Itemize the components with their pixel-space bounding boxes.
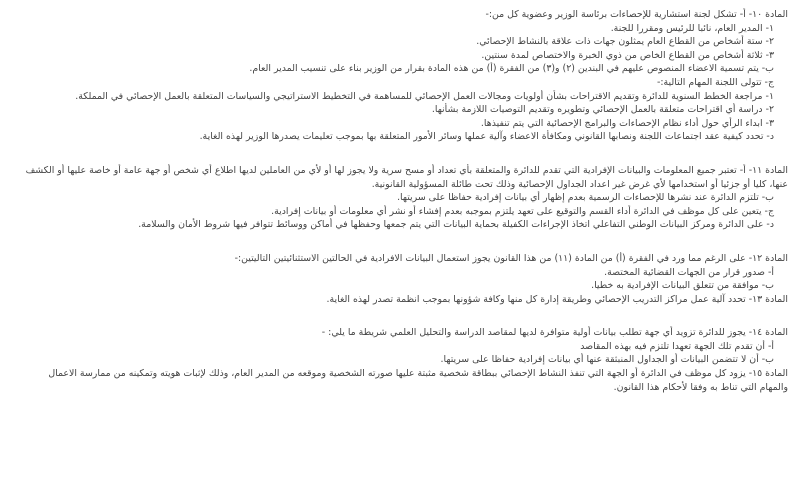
article-heading-line: المادة ١١- أ- تعتبر جميع المعلومات والبيانات الإفرادية التي تقدم للدائرة والمتعلقة بأي تعداد أو مسح سرية ولا يجوز لها أو لأي من العاملين لديها اطلاع أي شخص أو جهة عامة أو خاصة عليها أو الكشف [25, 164, 788, 176]
article-line: ج- يتعين على كل موظف في الدائرة أداء القسم والتوقيع على تعهد يلتزم بموجبه بعدم إفشاء أو نشر أي معلومات أو بيانات إفرادية. [271, 205, 774, 217]
article-line: ٢- ستة أشخاص من القطاع العام يمثلون جهات ذات علاقة بالنشاط الإحصائي. [476, 36, 774, 48]
article-line: ج- تتولى اللجنة المهام التالية:- [656, 76, 774, 88]
article-line: والمهام التي تناط به وفقا لأحكام هذا القانون. [613, 381, 788, 393]
article-line: ٢- دراسة أي اقتراحات متعلقة بالعمل الإحصائي وتطويره وتقديم التوصيات اللازمة بشأنها. [431, 104, 774, 116]
article-line: المادة ١٥- يزود كل موظف في الدائرة أو الجهة التي تنفذ النشاط الإحصائي ببطاقة شخصية مثبتة عليها صورته الشخصية وموقعه من المدير العام، وذلك لإثبات هويته وتمكينه من ممارسة الاعمال [48, 368, 788, 380]
article-line: ٣- ثلاثة أشخاص من القطاع الخاص من ذوي الخبرة والاختصاص لمدة سنتين. [481, 49, 774, 61]
article-line: أ- صدور قرار من الجهات القضائية المختصة. [604, 266, 774, 278]
article-line: ١- المدير العام، نائبا للرئيس ومقررا للجنة. [610, 22, 774, 34]
article-section [14, 326, 788, 394]
article-line: ٣- ابداء الرأي حول أداء نظام الإحصاءات والبرامج الإحصائية التي يتم تنفيذها. [480, 117, 774, 129]
article-heading-line: المادة ١٠- أ- تشكل لجنة استشارية للإحصاءات برئاسة الوزير وعضوية كل من:- [485, 9, 788, 20]
article-heading-line: المادة ١٢- على الرغم مما ورد في الفقرة (أ) من المادة (١١) من هذا القانون يجوز استعمال البيانات الافرادية في الحالتين الاستثنائيتين التاليتين:- [234, 252, 788, 264]
article-line: د- تحدد كيفية عقد اجتماعات اللجنة ونصابها القانوني ومكافأة الاعضاء وآلية عملها وسائر الأمور المتعلقة بها بموجب تعليمات يصدرها الوزير لهذه الغاية. [199, 131, 774, 143]
article-spacer [14, 144, 788, 164]
article-line: ١- مراجعة الخطط السنوية للدائرة وتقديم الاقتراحات بشأن أولويات ومجالات العمل الإحصائي للمساهمة في التخطيط الاستراتيجي والسياسات المتعلقة بالعمل الإحصائي في المملكة. [75, 90, 774, 102]
article-section [14, 164, 788, 232]
article-spacer [14, 306, 788, 326]
article-line: ب- موافقة من تتعلق البيانات الإفرادية به خطيا. [591, 280, 774, 292]
article-line: أ- أن تقدم تلك الجهة تعهدا تلتزم فيه بهذه المقاصد [580, 340, 774, 352]
article-line: ب- يتم تسمية الاعضاء المنصوص عليهم في البندين (٢) و(٣) من الفقرة (أ) من هذه المادة بقرار من الوزير بناء على تنسيب المدير العام. [249, 63, 774, 75]
article-line: ب- تلتزم الدائرة عند نشرها للإحصاءات الرسمية بعدم إظهار أي بيانات إفرادية حفاظا على سريتها. [397, 192, 774, 204]
article-section [14, 8, 788, 144]
article-heading-line: المادة ١٤- يجوز للدائرة تزويد أي جهة تطلب بيانات أولية متوافرة لديها لمقاصد الدراسة والتحليل العلمي شريطة ما يلي: - [321, 327, 788, 339]
article-line: د- على الدائرة ومركز البيانات الوطني التفاعلي اتخاذ الإجراءات الكفيلة بحماية البيانات التي يتم جمعها وحفظها في أماكن ووسائط تتوافر فيها شروط الأمان والسلامة. [138, 219, 774, 231]
article-line: ب- أن لا تتضمن البيانات أو الجداول المنبثقة عنها أي بيانات إفرادية حفاظا على سريتها. [440, 354, 774, 366]
article-line: المادة ١٣- تحدد آلية عمل مراكز التدريب الإحصائي وطريقة إدارة كل منها وكافة شؤونها بموجب انظمة تصدر لهذه الغاية. [326, 293, 788, 305]
article-line: عنها، كليا أو جزئيا أو استخدامها لأي غرض غير اعداد الجداول الإحصائية وذلك تحت طائلة المسؤولية القانونية. [371, 178, 788, 190]
article-spacer [14, 232, 788, 252]
article-section [14, 252, 788, 306]
